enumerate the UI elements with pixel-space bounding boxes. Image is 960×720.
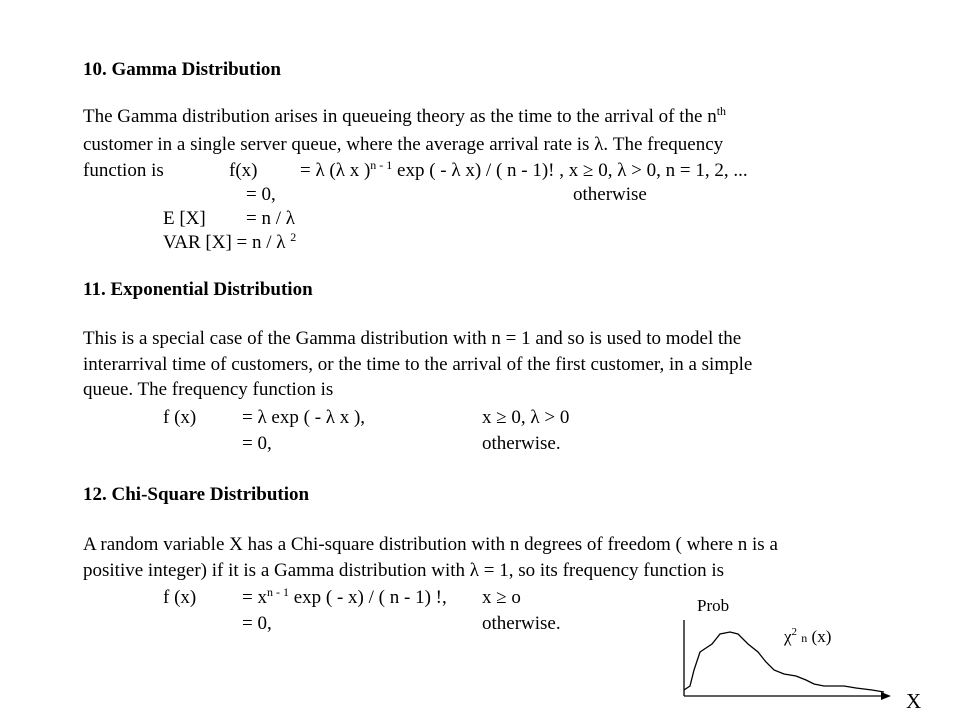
- chisquare-function-condition: x ≥ o: [482, 587, 521, 608]
- exponential-paragraph-line-1: This is a special case of the Gamma distribution with n = 1 and so is used to model the: [83, 328, 742, 349]
- gamma-function-name: f(x): [229, 160, 258, 181]
- chisquare-heading: 12. Chi-Square Distribution: [83, 484, 310, 505]
- gamma-paragraph-line-1: The Gamma distribution arises in queueing theory as the time to the arrival of the $n^{th}$: [83, 104, 727, 127]
- exponential-paragraph-line-3: queue. The frequency function is: [83, 379, 334, 400]
- x-axis-arrow-icon: [881, 692, 891, 700]
- gamma-heading: 10. Gamma Distribution: [83, 59, 281, 80]
- figure-curve-label: $\chi^2$ n (x): [784, 626, 832, 646]
- exponential-paragraph-line-2: interarrival time of customers, or the time to the arrival of the first customer, in a simple: [83, 354, 753, 375]
- figure-y-label: Prob: [697, 596, 730, 615]
- chisquare-function-expression: = $x^{n - 1}$ exp ( - x) / ( n - 1) !,: [242, 585, 447, 608]
- gamma-function-expression: = λ (λ x )$^{n - 1}$ exp ( - λ x) / ( n - 1)! , x ≥ 0, λ > 0, n = 1, 2, ...: [300, 158, 748, 181]
- exponential-heading: 11. Exponential Distribution: [83, 279, 313, 300]
- gamma-function-lead: function is: [83, 160, 164, 181]
- chisquare-function-otherwise: otherwise.: [482, 613, 561, 634]
- chisquare-paragraph-line-1: A random variable X has a Chi-square distribution with n degrees of freedom ( where n is a: [83, 534, 778, 555]
- exponential-function-condition: x ≥ 0, λ > 0: [482, 407, 570, 428]
- exponential-function-expression: = λ exp ( - λ x ),: [242, 407, 366, 428]
- gamma-expectation-value: = n / λ: [246, 208, 295, 229]
- chisquare-function-name: f (x): [163, 587, 197, 608]
- exponential-function-zero: = 0,: [242, 433, 272, 454]
- gamma-function-otherwise: otherwise: [573, 184, 647, 205]
- exponential-function-otherwise: otherwise.: [482, 433, 561, 454]
- gamma-expectation-label: E [X]: [163, 208, 206, 229]
- chisquare-function-zero: = 0,: [242, 613, 272, 634]
- gamma-variance: VAR [X] = n / λ $^2$: [163, 230, 297, 253]
- gamma-function-zero: = 0,: [246, 184, 276, 205]
- figure-x-label: X: [906, 689, 922, 713]
- exponential-function-name: f (x): [163, 407, 197, 428]
- chisquare-paragraph-line-2: positive integer) if it is a Gamma distribution with λ = 1, so its frequency function is: [83, 560, 725, 581]
- gamma-paragraph-line-2: customer in a single server queue, where the average arrival rate is λ. The frequency: [83, 134, 724, 155]
